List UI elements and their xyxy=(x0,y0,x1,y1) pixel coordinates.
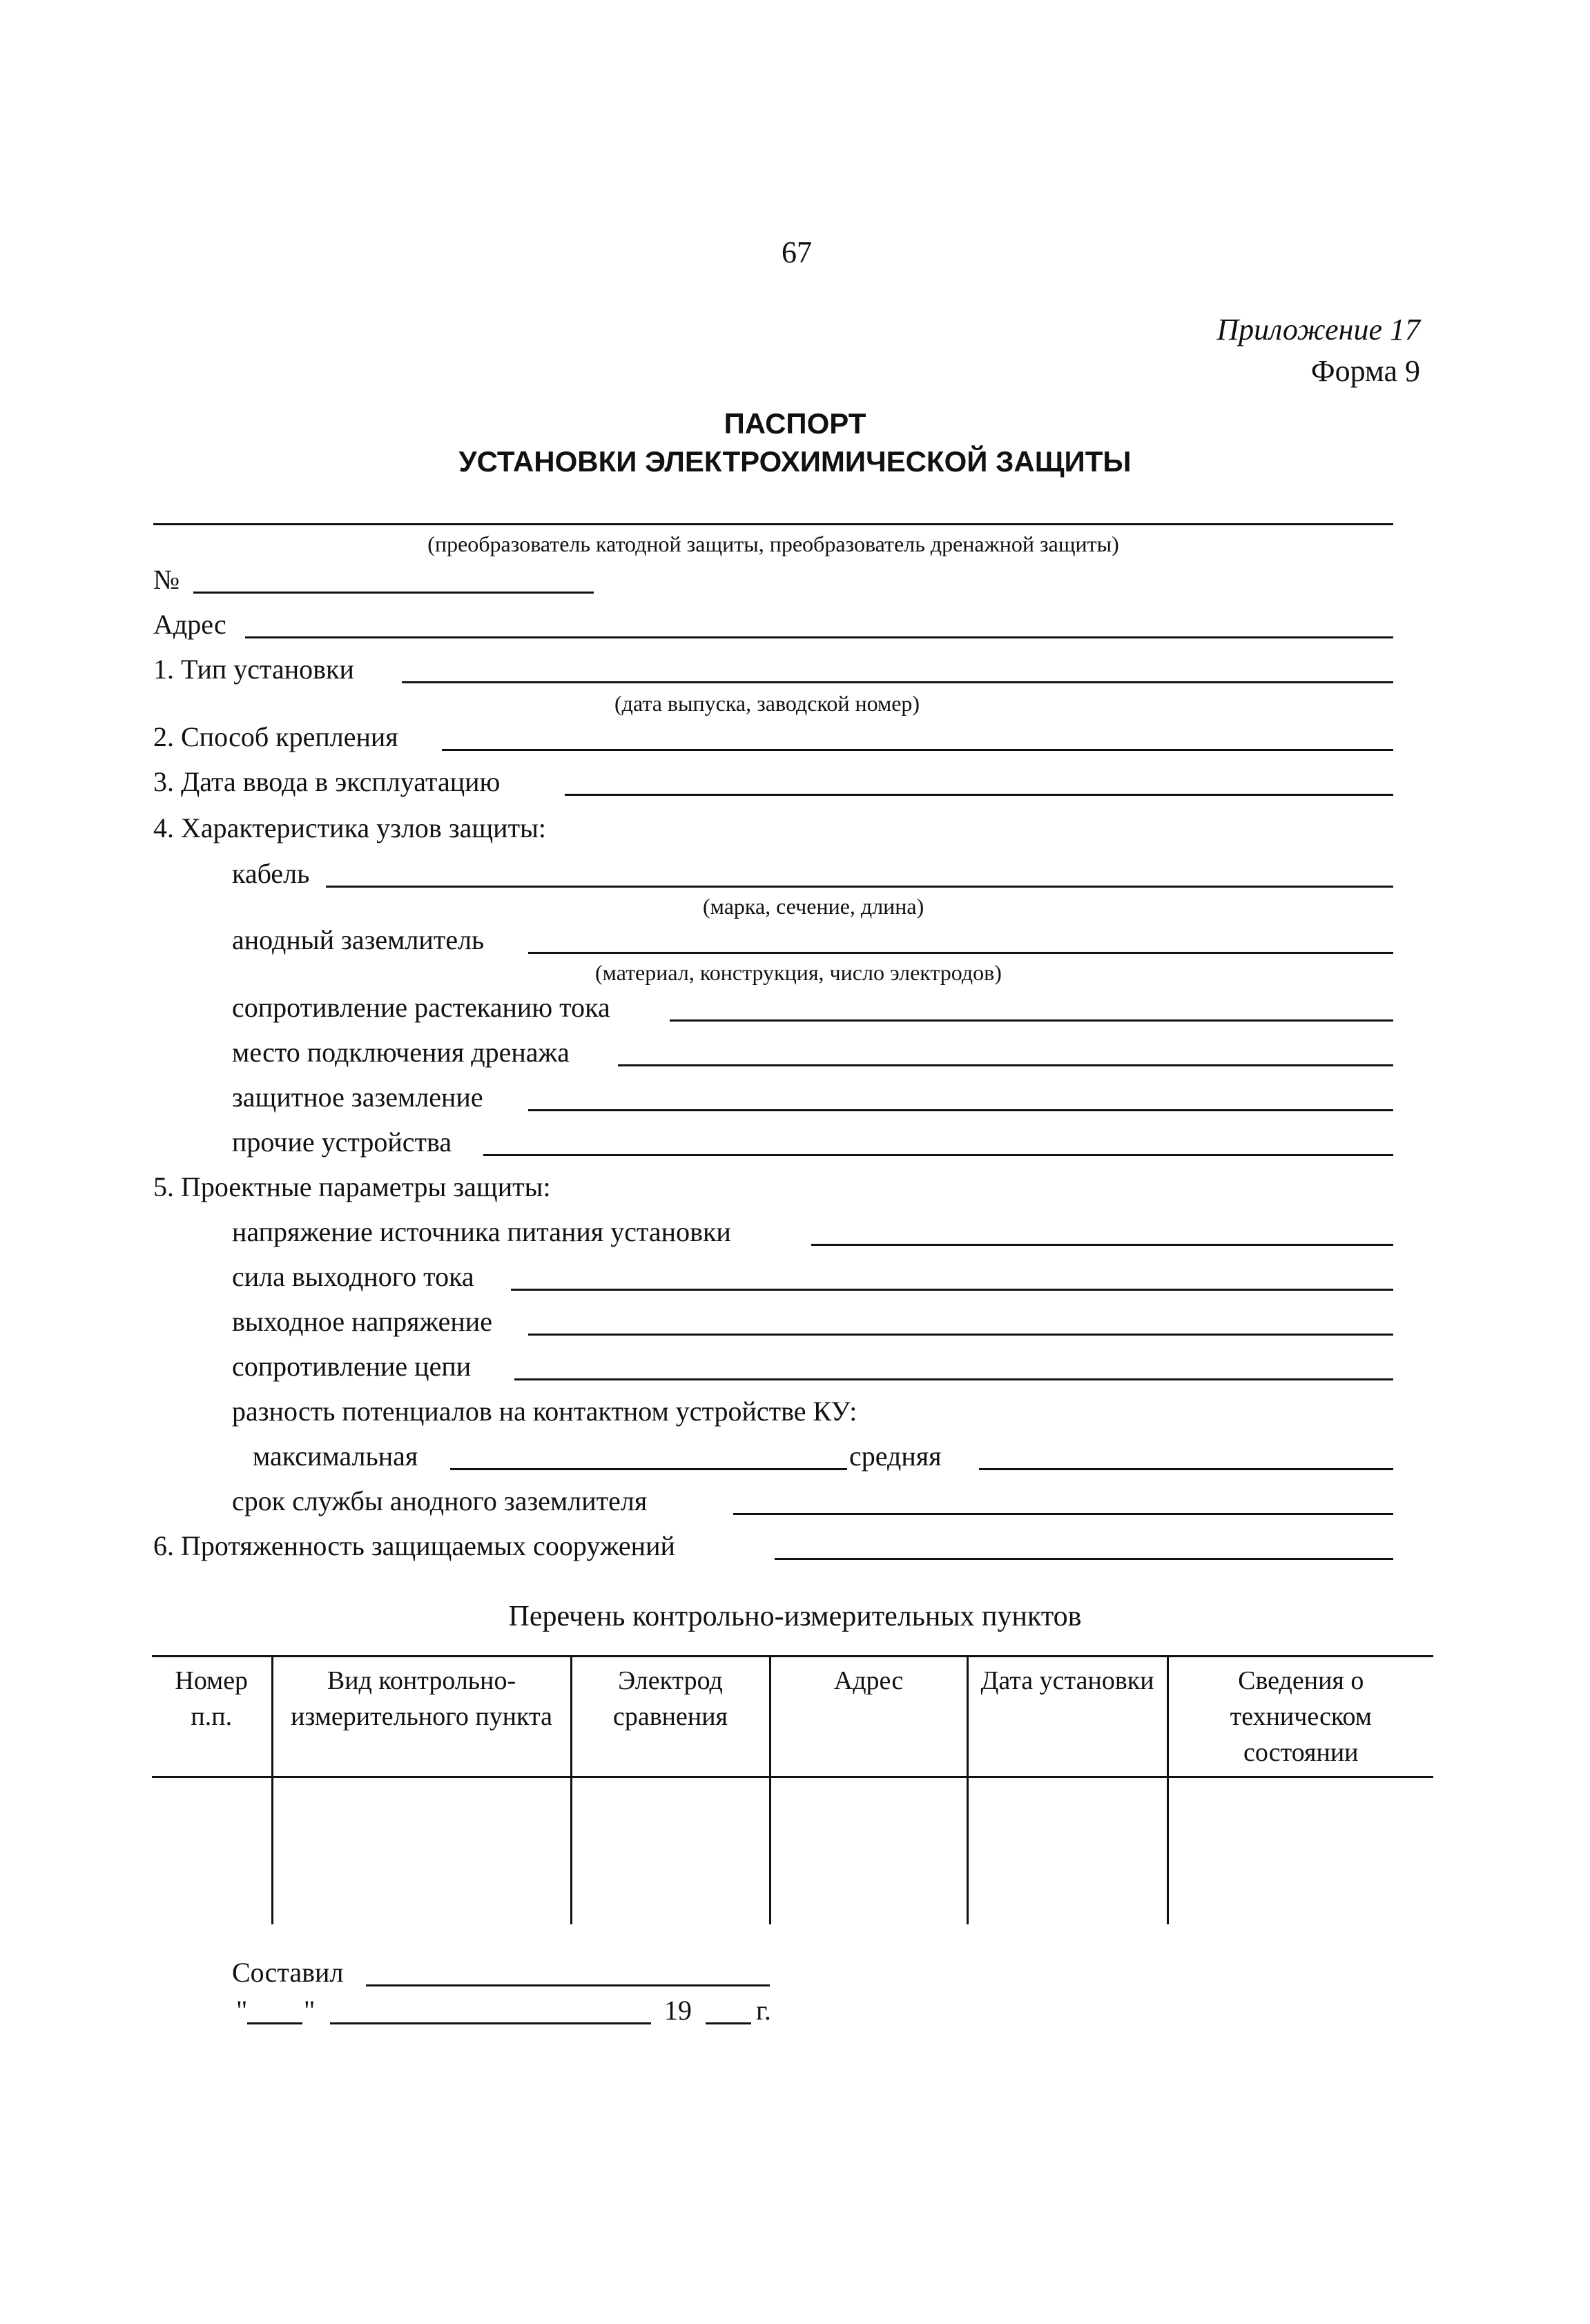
cell-condition[interactable] xyxy=(1167,1777,1433,1925)
header-electrode: Электрод сравнения xyxy=(571,1657,770,1777)
cable-field[interactable] xyxy=(326,886,1393,888)
output-voltage-field[interactable] xyxy=(528,1334,1393,1336)
cell-point-type[interactable] xyxy=(272,1777,571,1925)
header-install-date: Дата установки xyxy=(967,1657,1167,1777)
drain-point-label: место подключения дренажа xyxy=(232,1037,570,1068)
year-suffix: г. xyxy=(756,1995,771,2026)
max-label: максимальная xyxy=(253,1441,418,1472)
mount-method-field[interactable] xyxy=(442,749,1393,751)
cable-label: кабель xyxy=(232,858,310,889)
source-voltage-label: напряжение источника питания установки xyxy=(232,1216,731,1247)
header-address: Адрес xyxy=(770,1657,967,1777)
cell-address[interactable] xyxy=(770,1777,967,1925)
output-current-label: сила выходного тока xyxy=(232,1261,474,1292)
avg-label: средняя xyxy=(849,1441,942,1472)
form-number: Форма 9 xyxy=(1310,354,1420,388)
other-devices-label: прочие устройства xyxy=(232,1126,452,1158)
day-field[interactable] xyxy=(247,2022,302,2024)
converter-type-field[interactable] xyxy=(153,523,1393,525)
quote-open: " xyxy=(236,1995,248,2026)
converter-type-hint: (преобразователь катодной защиты, преобразователь дренажной защиты) xyxy=(427,531,1119,556)
design-params-heading: 5. Проектные параметры защиты: xyxy=(153,1171,551,1202)
source-voltage-field[interactable] xyxy=(811,1244,1393,1246)
structure-length-field[interactable] xyxy=(775,1558,1393,1560)
circuit-resistance-label: сопротивление цепи xyxy=(232,1351,472,1382)
install-type-field[interactable] xyxy=(402,681,1393,683)
commission-date-label: 3. Дата ввода в эксплуатацию xyxy=(153,766,501,797)
compiled-by-label: Составил xyxy=(232,1957,344,1988)
page-number: 67 xyxy=(782,235,812,269)
drain-point-field[interactable] xyxy=(618,1064,1393,1066)
anode-field[interactable] xyxy=(528,952,1393,954)
address-field[interactable] xyxy=(245,636,1393,638)
protective-ground-field[interactable] xyxy=(528,1109,1393,1111)
cell-install-date[interactable] xyxy=(967,1777,1167,1925)
quote-close: " xyxy=(304,1995,316,2026)
document-title: ПАСПОРТ xyxy=(724,407,866,440)
table-caption: Перечень контрольно-измерительных пунктов xyxy=(508,1601,1082,1632)
structure-length-label: 6. Протяженность защищаемых сооружений xyxy=(153,1530,675,1561)
header-number: Номер п.п. xyxy=(152,1657,272,1777)
cell-number[interactable] xyxy=(152,1777,272,1925)
appendix-label: Приложение 17 xyxy=(1216,313,1420,346)
number-label: № xyxy=(153,564,180,595)
cell-electrode[interactable] xyxy=(571,1777,770,1925)
install-type-hint: (дата выпуска, заводской номер) xyxy=(614,691,920,716)
header-point-type: Вид контрольно-измерительного пункта xyxy=(272,1657,571,1777)
compiled-by-field[interactable] xyxy=(366,1984,770,1986)
mount-method-label: 2. Способ крепления xyxy=(153,721,398,752)
spreading-resistance-label: сопротивление растеканию тока xyxy=(232,992,610,1023)
month-field[interactable] xyxy=(330,2022,651,2024)
circuit-resistance-field[interactable] xyxy=(514,1378,1393,1380)
anode-label: анодный заземлитель xyxy=(232,924,485,955)
avg-field[interactable] xyxy=(979,1468,1393,1470)
potential-difference-label: разность потенциалов на контактном устройстве КУ: xyxy=(232,1396,857,1427)
nodes-heading: 4. Характеристика узлов защиты: xyxy=(153,812,547,843)
max-field[interactable] xyxy=(450,1468,847,1470)
anode-life-label: срок службы анодного заземлителя xyxy=(232,1485,648,1516)
anode-life-field[interactable] xyxy=(733,1513,1393,1515)
document-subtitle: УСТАНОВКИ ЭЛЕКТРОХИМИЧЕСКОЙ ЗАЩИТЫ xyxy=(458,445,1132,478)
year-prefix: 19 xyxy=(664,1995,692,2026)
other-devices-field[interactable] xyxy=(483,1154,1393,1156)
protective-ground-label: защитное заземление xyxy=(232,1082,483,1113)
commission-date-field[interactable] xyxy=(565,794,1393,796)
table-row xyxy=(152,1777,1433,1925)
header-condition: Сведения о техническом состоянии xyxy=(1167,1657,1433,1777)
measurement-points-table xyxy=(152,1655,1433,1924)
address-label: Адрес xyxy=(153,609,226,640)
anode-hint: (материал, конструкция, число электродов) xyxy=(595,960,1002,985)
output-voltage-label: выходное напряжение xyxy=(232,1306,492,1337)
output-current-field[interactable] xyxy=(511,1289,1393,1291)
table-header-row xyxy=(152,1657,1433,1777)
number-field[interactable] xyxy=(193,592,594,594)
year-field[interactable] xyxy=(706,2022,751,2024)
install-type-label: 1. Тип установки xyxy=(153,654,354,685)
spreading-resistance-field[interactable] xyxy=(670,1019,1393,1022)
cable-hint: (марка, сечение, длина) xyxy=(703,894,924,919)
